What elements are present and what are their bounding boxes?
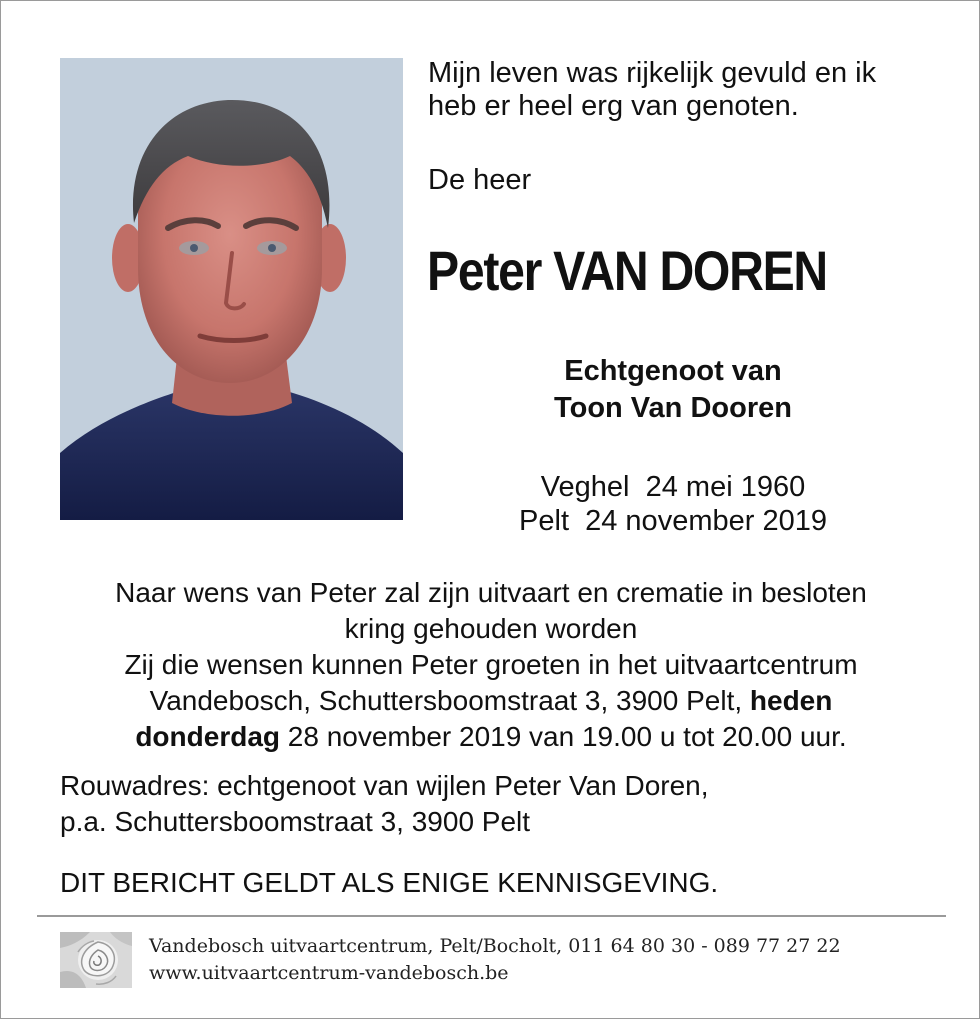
rose-logo-graphic	[60, 932, 132, 988]
notice-line-2: kring gehouden worden	[344, 613, 638, 644]
notice-line-5-bold: donderdag	[135, 721, 280, 752]
notice-line-4	[41, 683, 941, 719]
title: De heer	[428, 164, 532, 196]
quote	[428, 57, 948, 123]
spouse-block	[428, 353, 918, 427]
final-notice: DIT BERICHT GELDT ALS ENIGE KENNISGEVING.	[60, 867, 719, 898]
mourning-address	[60, 768, 940, 840]
funeral-notice	[41, 575, 941, 755]
spouse-line-1: Echtgenoot van	[564, 355, 782, 387]
notice-line-5-text: 28 november 2019 van 19.00 u tot 20.00 uur.	[280, 721, 847, 752]
portrait-photo	[60, 58, 403, 520]
notice-line-5	[41, 719, 941, 755]
birth-date: Veghel 24 mei 1960	[540, 471, 806, 503]
portrait-illustration	[60, 58, 403, 520]
quote-line-1: Mijn leven was rijkelijk gevuld en ik	[428, 57, 877, 89]
notice-line-4-bold: heden	[749, 685, 833, 716]
spouse-line-2: Toon Van Dooren	[554, 392, 792, 424]
quote-line-2: heb er heel erg van genoten.	[428, 90, 799, 122]
notice-line-3: Zij die wensen kunnen Peter groeten in het uitvaartcentrum	[124, 649, 858, 680]
address-line-1: Rouwadres: echtgenoot van wijlen Peter Van Doren,	[60, 770, 709, 801]
footer-divider	[37, 915, 946, 917]
dates-block	[428, 470, 918, 538]
address-line-2: p.a. Schuttersboomstraat 3, 3900 Pelt	[60, 806, 531, 837]
notice-line-4-text: Vandebosch, Schuttersboomstraat 3, 3900 Pelt,	[149, 685, 750, 716]
notice-line-1: Naar wens van Peter zal zijn uitvaart en crematie in besloten	[115, 577, 867, 608]
footer-website: www.uitvaartcentrum-vandebosch.be	[149, 962, 509, 984]
rose-logo-icon	[60, 932, 132, 988]
footer-contact: Vandebosch uitvaartcentrum, Pelt/Bocholt, 011 64 80 30 - 089 77 27 22	[149, 935, 841, 957]
death-date: Pelt 24 november 2019	[519, 505, 827, 537]
deceased-name: Peter VAN DOREN	[427, 239, 827, 302]
funeral-home-footer	[149, 933, 841, 987]
